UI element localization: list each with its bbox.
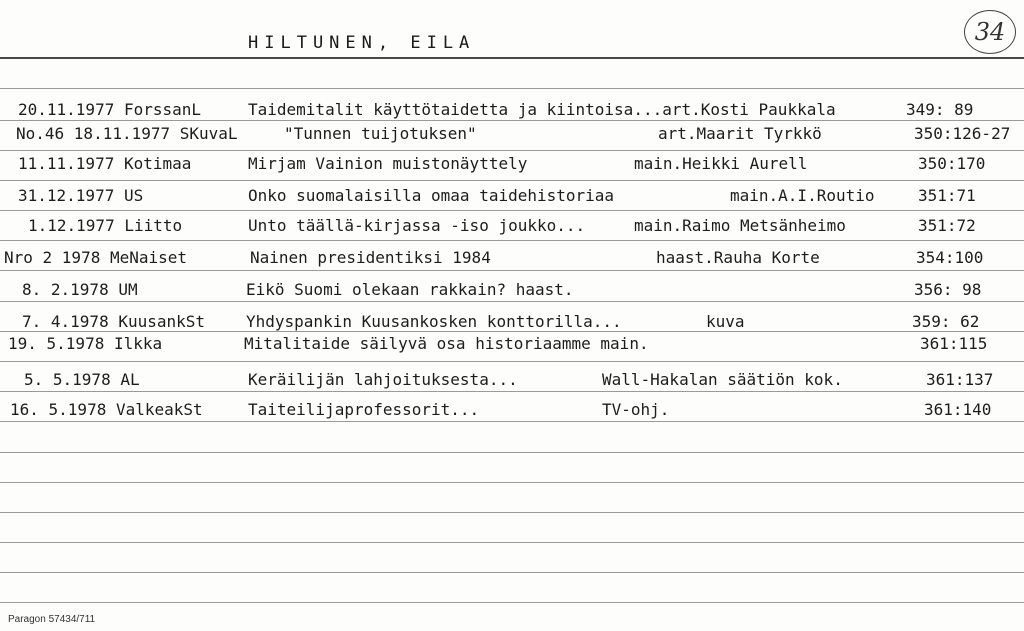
ruled-line [0, 150, 1024, 151]
ruled-line [0, 270, 1024, 271]
entry-title: Yhdyspankin Kuusankosken konttorilla... [246, 312, 622, 331]
entry-date-source: No.46 18.11.1977 SKuvaL [16, 124, 238, 143]
entry-ref: 361:137 [926, 370, 994, 389]
ruled-line [0, 542, 1024, 543]
entry-type: haast.Rauha Korte [656, 248, 820, 267]
entry-ref: 351:71 [918, 186, 976, 205]
entry-date-source: 20.11.1977 ForssanL [18, 100, 202, 119]
entry-title: Mitalitaide säilyvä osa historiaamme main. [244, 334, 649, 353]
ruled-line [0, 482, 1024, 483]
entry-row [0, 100, 1024, 122]
entry-date-source: 11.11.1977 Kotimaa [18, 154, 192, 173]
entry-row [0, 400, 1024, 422]
page-number-circle: 34 [964, 10, 1016, 54]
entry-row [0, 186, 1024, 208]
ruled-line [0, 240, 1024, 241]
entry-row [0, 312, 1024, 334]
entry-date-source: Nro 2 1978 MeNaiset [4, 248, 188, 267]
entry-type: main.A.I.Routio [730, 186, 875, 205]
ruled-line [0, 452, 1024, 453]
entry-row [0, 280, 1024, 302]
entry-ref: 351:72 [918, 216, 976, 235]
entry-ref: 350:170 [918, 154, 986, 173]
entry-type: art.Maarit Tyrkkö [658, 124, 822, 143]
entry-date-source: 1.12.1977 Liitto [28, 216, 183, 235]
entry-title: Keräilijän lahjoituksesta... [248, 370, 518, 389]
entry-title: Unto täällä-kirjassa -iso joukko... [248, 216, 586, 235]
entry-type: TV-ohj. [602, 400, 670, 419]
ruled-line [0, 180, 1024, 181]
ruled-line [0, 572, 1024, 573]
entry-row [0, 216, 1024, 238]
entry-ref: 350:126-27 [914, 124, 1011, 143]
entry-title: Eikö Suomi olekaan rakkain? haast. [246, 280, 574, 299]
entry-row [0, 154, 1024, 176]
ruled-line [0, 512, 1024, 513]
card-name-heading: HILTUNEN, EILA [248, 33, 476, 53]
entry-ref: 361:140 [924, 400, 992, 419]
entry-title: Mirjam Vainion muistonäyttely [248, 154, 528, 173]
entry-date-source: 5. 5.1978 AL [24, 370, 140, 389]
entry-type: kuva [706, 312, 745, 331]
entry-title: Nainen presidentiksi 1984 [250, 248, 491, 267]
entry-date-source: 31.12.1977 US [18, 186, 144, 205]
ruled-line [0, 210, 1024, 211]
entry-type: main.Raimo Metsänheimo [634, 216, 846, 235]
entry-title: Taidemitalit käyttötaidetta ja kiintoisa...art.Kosti Paukkala [248, 100, 836, 119]
form-footer: Paragon 57434/711 [8, 614, 96, 625]
entry-date-source: 19. 5.1978 Ilkka [8, 334, 163, 353]
ruled-line [0, 361, 1024, 362]
entry-row [0, 248, 1024, 270]
entry-title: "Tunnen tuijotuksen" [284, 124, 477, 143]
entry-ref: 349: 89 [906, 100, 974, 119]
entry-row [0, 370, 1024, 392]
entry-date-source: 16. 5.1978 ValkeakSt [10, 400, 203, 419]
entry-ref: 361:115 [920, 334, 988, 353]
ruled-line [0, 88, 1024, 89]
entry-type: main.Heikki Aurell [634, 154, 808, 173]
ruled-line [0, 602, 1024, 603]
entry-row [0, 124, 1024, 146]
entry-date-source: 8. 2.1978 UM [22, 280, 138, 299]
entry-ref: 356: 98 [914, 280, 982, 299]
entry-ref: 354:100 [916, 248, 984, 267]
entry-title: Onko suomalaisilla omaa taidehistoriaa [248, 186, 615, 205]
entry-type: Wall-Hakalan säätiön kok. [602, 370, 843, 389]
entry-date-source: 7. 4.1978 KuusankSt [22, 312, 206, 331]
header-rule [0, 57, 1024, 59]
entry-row [0, 334, 1024, 356]
entry-title: Taiteilijaprofessorit... [248, 400, 480, 419]
entry-ref: 359: 62 [912, 312, 980, 331]
